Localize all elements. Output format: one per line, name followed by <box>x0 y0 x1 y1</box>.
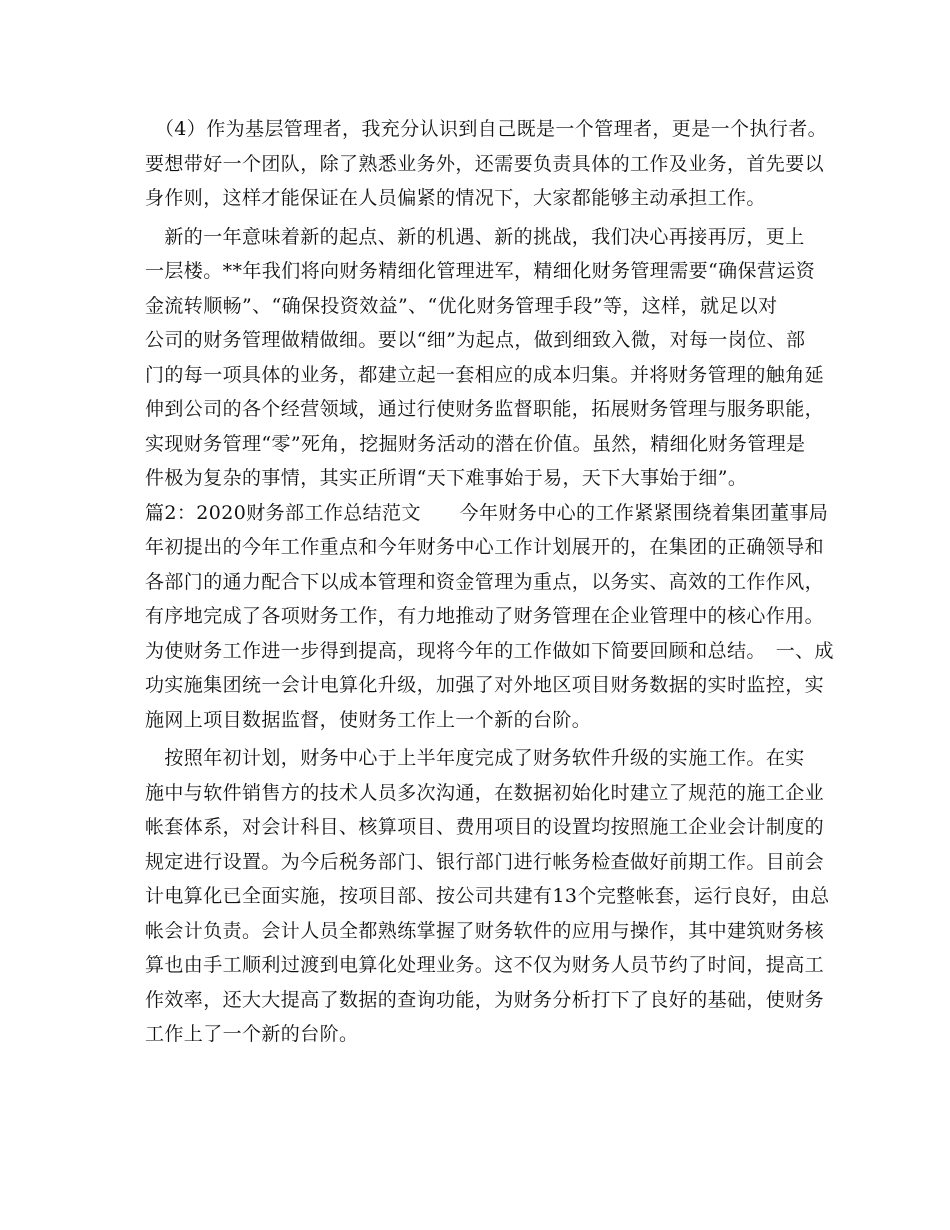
text-line: 帐会计负责。会计人员全都熟练掌握了财务软件的应用与操作，其中建筑财务核 <box>145 919 825 942</box>
text-line: 一层楼。**年我们将向财务精细化管理进军，精细化财务管理需要“确保营运资 <box>145 260 816 282</box>
text-line: 各部门的通力配合下以成本管理和资金管理为重点，以务实、高效的工作作风， <box>145 570 825 593</box>
document-body <box>145 112 834 1052</box>
text-line: 件极为复杂的事情，其实正所谓“天下难事始于易，天下大事始于细”。 <box>145 467 748 489</box>
text-line: 施网上项目数据监督，使财务工作上一个新的台阶。 <box>145 708 592 731</box>
text-line: 年初提出的今年工作重点和今年财务中心工作计划展开的，在集团的正确领导和 <box>145 536 825 558</box>
text-line: 帐套体系，对会计科目、核算项目、费用项目的设置均按照施工企业会计制度的 <box>145 816 825 838</box>
text-line: 工作上了一个新的台阶。 <box>145 1023 359 1045</box>
text-line: 施中与软件销售方的技术人员多次沟通，在数据初始化时建立了规范的施工企业 <box>145 781 825 804</box>
text-line: 门的每一项具体的业务，都建立起一套相应的成本归集。并将财务管理的触角延 <box>145 363 825 386</box>
text-line: 身作则，这样才能保证在人员偏紧的情况下，大家都能够主动承担工作。 <box>145 187 766 209</box>
text-line: 按照年初计划，财务中心于上半年度完成了财务软件升级的实施工作。在实 <box>145 747 805 769</box>
paragraph-manager-role <box>145 112 827 216</box>
text-line: 金流转顺畅”、“确保投资效益”、“优化财务管理手段”等，这样，就足以对 <box>145 294 778 317</box>
text-line: 规定进行设置。为今后税务部门、银行部门进行帐务检查做好前期工作。目前会 <box>145 850 825 873</box>
text-line: 伸到公司的各个经营领域，通过行使财务监督职能，拓展财务管理与服务职能， <box>145 398 825 420</box>
text-line: 功实施集团统一会计电算化升级，加强了对外地区项目财务数据的实时监控，实 <box>145 674 825 696</box>
text-line: 要想带好一个团队，除了熟悉业务外，还需要负责具体的工作及业务，首先要以 <box>145 152 825 175</box>
text-line: （4）作为基层管理者，我充分认识到自己既是一个管理者，更是一个执行者。 <box>145 118 827 140</box>
paragraph-new-year-and-part2 <box>145 220 834 738</box>
text-line: 算也由手工顺利过渡到电算化处理业务。这不仅为财务人员节约了时间，提高工 <box>145 954 825 976</box>
paragraph-software-upgrade <box>145 741 830 1052</box>
text-line: 有序地完成了各项财务工作，有力地推动了财务管理在企业管理中的核心作用。 <box>145 605 825 627</box>
section-heading-line: 篇2：2020财务部工作总结范文 今年财务中心的工作紧紧围绕着集团董事局 <box>145 501 829 524</box>
text-line: 为使财务工作进一步得到提高，现将今年的工作做如下简要回顾和总结。 一、成 <box>145 639 834 662</box>
text-line: 作效率，还大大提高了数据的查询功能，为财务分析打下了良好的基础，使财务 <box>145 988 825 1011</box>
text-line: 计电算化已全面实施，按项目部、按公司共建有13个完整帐套，运行良好，由总 <box>145 885 830 907</box>
text-line: 实现财务管理“零”死角，挖掘财务活动的潜在价值。虽然，精细化财务管理是 <box>145 432 806 455</box>
text-line: 公司的财务管理做精做细。要以“细”为起点，做到细致入微，对每一岗位、部 <box>145 329 806 351</box>
text-line: 新的一年意味着新的起点、新的机遇、新的挑战，我们决心再接再厉，更上 <box>145 225 805 248</box>
